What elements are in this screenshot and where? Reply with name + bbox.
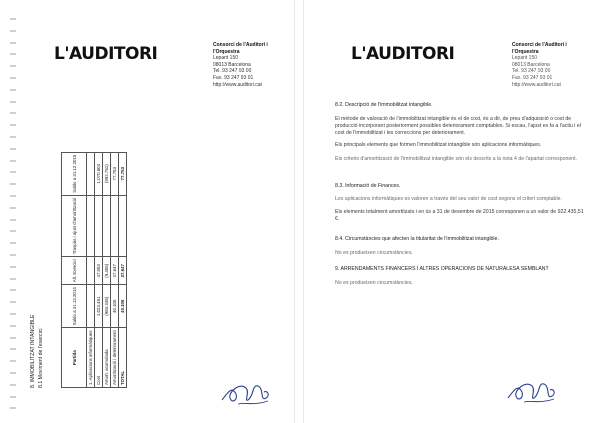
address-line: http://www.auditori.cat <box>512 81 561 88</box>
table-cell: (983.345) <box>103 285 111 328</box>
paragraph: Els criteris d'amortització de l'immobilitzat intangible són els descrits a la nota 4 de l'apartat corresponent. <box>335 156 577 162</box>
binder-hole <box>10 101 16 103</box>
binder-hole <box>10 384 16 386</box>
binder-hole <box>10 289 16 291</box>
binder-hole <box>10 53 16 55</box>
binder-hole <box>10 254 16 256</box>
binder-hole <box>10 372 16 374</box>
binder-hole <box>10 325 16 327</box>
binder-hole <box>10 348 16 350</box>
address-line: http://www.auditori.cat <box>213 81 262 88</box>
table-row <box>87 152 95 387</box>
binder-hole <box>10 136 16 138</box>
table-cell: 77.753 <box>111 152 119 195</box>
address-line: l'Orquestra <box>512 48 539 55</box>
section-heading: 8.3. Informació de Finances. <box>335 183 401 189</box>
address-line: l'Orquestra <box>213 48 240 55</box>
address-block <box>512 42 590 88</box>
column-header: Saldo a 31.12.2014 <box>62 285 87 328</box>
binder-hole <box>10 219 16 221</box>
binder-hole <box>10 77 16 79</box>
binder-hole <box>10 337 16 339</box>
binder-hole <box>10 42 16 44</box>
table-cell: Amort. acumulada <box>103 328 111 388</box>
paragraph: El mètode de valoració de l'immobilitzat intangible és el de cost, és a dir, de preu d'adquisició o cost de producció incorporant posteriorment possibles deteriorament comptables. Si escau, l'ajust es fa a l'actiu i el cost de l'immobilitzat i les correccions per deteriorament. <box>335 116 581 136</box>
address-line: 08013 Barcelona <box>512 61 550 68</box>
paragraph: Els principals elements que formen l'immobilitzat intangible són aplicacions informàtiques. <box>335 142 542 148</box>
table-cell: 37.647 <box>111 257 119 285</box>
binder-hole <box>10 230 16 232</box>
binder-hole <box>10 207 16 209</box>
paragraph: Les aplicacions informàtiques es valoren a través del seu valor de cost segons el criteri comptable. <box>335 196 562 202</box>
column-header: Saldo a 31.12.2015 <box>62 152 87 195</box>
binder-holes <box>10 18 16 418</box>
table-cell: Cost <box>95 328 103 388</box>
binder-hole <box>10 242 16 244</box>
address-line: Lepant 150 <box>512 55 538 62</box>
binder-hole <box>10 148 16 150</box>
table-cell: (9.406) <box>103 257 111 285</box>
binder-hole <box>10 160 16 162</box>
table-cell <box>111 195 119 257</box>
paragraph: Els elements totalment amortitzats i en ús a 31 de desembre de 2015 corresponen a un valor de 922.435,51 €. <box>335 209 584 222</box>
table-cell: 40.106 <box>111 285 119 328</box>
section-heading: 8.4. Circumstàncies que afecten la titularitat de l'immobilitzat intangible. <box>335 236 499 242</box>
column-header: Traspàs i ajust d'amortització <box>62 195 87 257</box>
binder-hole <box>10 360 16 362</box>
binder-hole <box>10 30 16 32</box>
document-page-right <box>304 2 594 421</box>
address-line: Tel. 93 247 93 00 <box>512 68 551 75</box>
auditori-logo: L'AUDITORI <box>54 44 158 64</box>
table-cell: 40.106 <box>119 285 127 328</box>
binder-hole <box>10 407 16 409</box>
table-cell <box>103 195 111 257</box>
table-cell: TOTAL <box>119 328 127 388</box>
binder-hole <box>10 266 16 268</box>
address-line: Tel. 93 247 93 00 <box>213 68 252 75</box>
binder-hole <box>10 301 16 303</box>
address-line: Consorci de l'Auditori i <box>512 42 567 48</box>
table-cell: 1.023.451 <box>95 285 103 328</box>
table-header-row <box>62 152 87 387</box>
table-cell: 1. Aplicacions informàtiques <box>87 328 95 388</box>
auditori-logo: L'AUDITORI <box>351 44 455 64</box>
intangible-assets-table <box>61 152 127 388</box>
address-line: Fax. 93 247 93 01 <box>512 74 553 81</box>
address-line: Lepant 150 <box>213 55 239 62</box>
address-line: 08013 Barcelona <box>213 61 251 68</box>
binder-hole <box>10 89 16 91</box>
binder-hole <box>10 112 16 114</box>
table-cell: Amortització i deteriorament <box>111 328 119 388</box>
paragraph: No es produeixen circumstàncies. <box>335 250 413 256</box>
page-gutter-left <box>294 0 295 423</box>
section-heading: 8.2. Descripció de l'immobilitzat intangible. <box>335 102 433 108</box>
table-row <box>111 152 119 387</box>
address-line: Consorci de l'Auditori i <box>213 42 268 48</box>
binder-hole <box>10 195 16 197</box>
section-title: 8. IMMOBILITZAT INTANGIBLE <box>30 314 36 388</box>
binder-hole <box>10 65 16 67</box>
binder-hole <box>10 313 16 315</box>
signature-icon <box>218 374 274 410</box>
table-cell <box>87 257 95 285</box>
binder-hole <box>10 124 16 126</box>
binder-hole <box>10 396 16 398</box>
binder-hole <box>10 171 16 173</box>
paragraph: No es produeixen circumstàncies. <box>335 280 413 286</box>
binder-hole <box>10 18 16 20</box>
binder-hole <box>10 183 16 185</box>
binder-hole <box>10 278 16 280</box>
address-block <box>213 42 291 88</box>
table-cell: 37.647 <box>119 257 127 285</box>
table-cell: 1.070.504 <box>95 152 103 195</box>
section-subtitle: 8.1 Moviment de l'exercici <box>38 328 44 388</box>
table-total-row <box>119 152 127 387</box>
table-row <box>95 152 103 387</box>
table-cell: 77.753 <box>119 152 127 195</box>
table-cell <box>87 195 95 257</box>
document-page-left <box>4 2 294 421</box>
table-cell: 47.053 <box>95 257 103 285</box>
table-row <box>103 152 111 387</box>
table-cell <box>95 195 103 257</box>
column-header: Partida <box>62 328 87 388</box>
column-header: Alt. Exercici <box>62 257 87 285</box>
table-cell: (992.751) <box>103 152 111 195</box>
section-heading: 9. ARRENDAMENTS FINANCERS I ALTRES OPERACIONS DE NATURALESA SEMBLANT <box>335 266 549 272</box>
signature-icon <box>504 372 560 408</box>
address-line: Fax. 93 247 93 01 <box>213 74 254 81</box>
table-cell <box>87 152 95 195</box>
table-cell <box>119 195 127 257</box>
table-cell <box>87 285 95 328</box>
